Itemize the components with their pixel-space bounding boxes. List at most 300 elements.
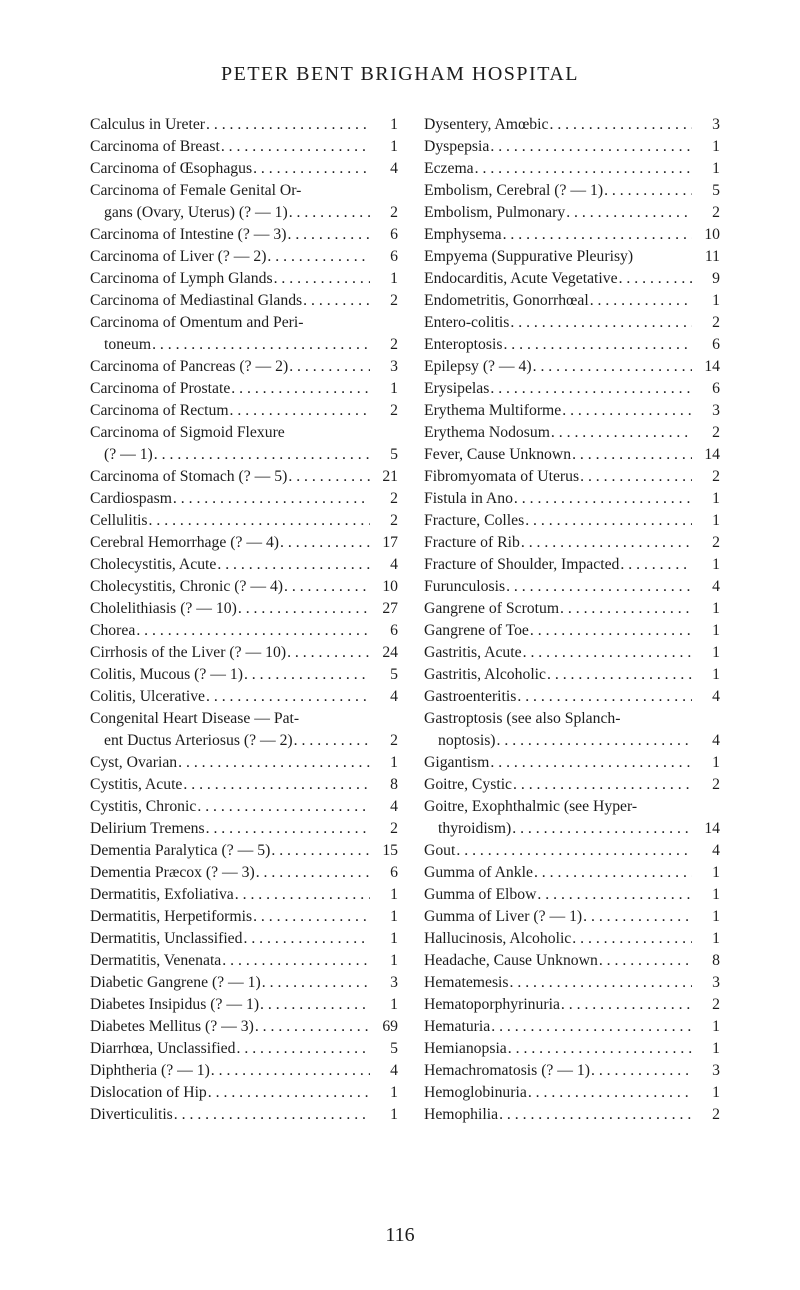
entry-count: 27 xyxy=(382,600,398,617)
dot-leader xyxy=(237,1038,371,1060)
dot-leader xyxy=(620,554,692,576)
entry-name: Gangrene of Toe xyxy=(424,622,529,639)
entry-name: Cyst, Ovarian xyxy=(90,754,178,771)
entry-count: 6 xyxy=(390,248,398,265)
entry-name: Diabetes Insipidus (? — 1) xyxy=(90,996,260,1013)
entry-count: 1 xyxy=(390,1106,398,1123)
dot-leader xyxy=(267,246,370,268)
entry-name: Furunculosis xyxy=(424,578,506,595)
index-entry xyxy=(424,774,720,796)
index-entry xyxy=(90,884,398,906)
entry-name: Erythema Multiforme xyxy=(424,402,562,419)
index-entry xyxy=(90,1104,398,1126)
index-entry xyxy=(90,972,398,994)
entry-count: 2 xyxy=(390,490,398,507)
entry-name: Embolism, Cerebral (? — 1) xyxy=(424,182,604,199)
dot-leader xyxy=(590,290,692,312)
entry-name: Cholecystitis, Acute xyxy=(90,556,217,573)
entry-name: Cholecystitis, Chronic (? — 4) xyxy=(90,578,284,595)
dot-leader xyxy=(287,642,370,664)
dot-leader xyxy=(534,862,692,884)
entry-name: Cardiospasm xyxy=(90,490,172,507)
entry-name: Gumma of Elbow xyxy=(424,886,537,903)
entry-count: 69 xyxy=(382,1018,398,1035)
dot-leader xyxy=(136,620,370,642)
index-entry xyxy=(90,444,398,466)
dot-leader xyxy=(222,950,370,972)
entry-count: 2 xyxy=(712,314,720,331)
entry-count: 17 xyxy=(382,534,398,551)
dot-leader xyxy=(152,334,370,356)
index-entry xyxy=(424,972,720,994)
entry-count: 11 xyxy=(704,248,720,265)
index-entry xyxy=(90,114,398,136)
entry-name: Erysipelas xyxy=(424,380,490,397)
index-entry xyxy=(90,796,398,818)
entry-count: 4 xyxy=(390,556,398,573)
index-entry xyxy=(90,664,398,686)
index-entry xyxy=(424,356,720,378)
entry-name: Dislocation of Hip xyxy=(90,1084,207,1101)
entry-count: 24 xyxy=(382,644,398,661)
entry-count: 2 xyxy=(712,1106,720,1123)
dot-leader xyxy=(211,1060,370,1082)
index-entry xyxy=(424,884,720,906)
entry-name: Enteroptosis xyxy=(424,336,503,353)
dot-leader xyxy=(503,224,692,246)
entry-name: Colitis, Ulcerative xyxy=(90,688,206,705)
index-entry xyxy=(90,290,398,312)
index-entry xyxy=(424,950,720,972)
index-entry xyxy=(90,928,398,950)
page-header: PETER BENT BRIGHAM HOSPITAL xyxy=(221,63,579,85)
index-entry xyxy=(424,620,720,642)
index-entry xyxy=(424,488,720,510)
index-entry xyxy=(90,466,398,488)
entry-name: Calculus in Ureter xyxy=(90,116,206,133)
index-entry xyxy=(424,202,720,224)
index-entry xyxy=(90,752,398,774)
index-entry xyxy=(424,818,720,840)
entry-name: Diarrhœa, Unclassified xyxy=(90,1040,236,1057)
index-entry xyxy=(90,1038,398,1060)
dot-leader xyxy=(206,818,370,840)
entry-name: Embolism, Pulmonary xyxy=(424,204,566,221)
entry-count: 1 xyxy=(712,138,720,155)
dot-leader xyxy=(288,466,370,488)
index-entry xyxy=(424,928,720,950)
index-entry xyxy=(424,598,720,620)
dot-leader xyxy=(271,840,370,862)
entry-count: 2 xyxy=(712,204,720,221)
page-number: 116 xyxy=(385,1224,415,1246)
dot-leader xyxy=(491,1016,692,1038)
index-entry xyxy=(424,532,720,554)
right-column xyxy=(424,114,720,1126)
dot-leader xyxy=(549,114,692,136)
dot-leader xyxy=(528,1082,692,1104)
entry-name: Entero-colitis xyxy=(424,314,510,331)
index-entry xyxy=(424,862,720,884)
entry-name: Endocarditis, Acute Vegetative xyxy=(424,270,618,287)
entry-name: Fracture of Shoulder, Impacted xyxy=(424,556,620,573)
entry-name: Fracture of Rib xyxy=(424,534,520,551)
entry-count: 1 xyxy=(712,1040,720,1057)
dot-leader xyxy=(537,884,692,906)
index-entry xyxy=(424,730,720,752)
entry-name: Fistula in Ano xyxy=(424,490,513,507)
entry-name: Dermatitis, Exfoliativa xyxy=(90,886,234,903)
entry-count: 1 xyxy=(390,270,398,287)
entry-name: Gastroptosis (see also Splanch- xyxy=(424,710,621,727)
index-entry xyxy=(424,686,720,708)
dot-leader xyxy=(547,664,692,686)
dot-leader xyxy=(583,906,692,928)
dot-leader xyxy=(490,752,692,774)
dot-leader xyxy=(221,136,370,158)
index-entry xyxy=(424,444,720,466)
dot-leader xyxy=(572,444,692,466)
entry-count: 2 xyxy=(390,336,398,353)
dot-leader xyxy=(174,1104,370,1126)
entry-count: 2 xyxy=(712,534,720,551)
dot-leader xyxy=(510,972,692,994)
entry-name: Dermatitis, Venenata xyxy=(90,952,222,969)
entry-count: 2 xyxy=(390,820,398,837)
entry-count: 6 xyxy=(390,622,398,639)
dot-leader xyxy=(255,1016,370,1038)
entry-name: Hemianopsia xyxy=(424,1040,507,1057)
entry-name: Carcinoma of Rectum xyxy=(90,402,229,419)
entry-count: 21 xyxy=(382,468,398,485)
index-entry xyxy=(90,994,398,1016)
index-entry xyxy=(90,312,398,334)
entry-name: Carcinoma of Œsophagus xyxy=(90,160,253,177)
entry-count: 4 xyxy=(390,1062,398,1079)
entry-count: 2 xyxy=(390,292,398,309)
dot-leader xyxy=(591,1060,692,1082)
entry-count: 1 xyxy=(390,138,398,155)
entry-name: Diabetic Gangrene (? — 1) xyxy=(90,974,261,991)
entry-name: Fibromyomata of Uterus xyxy=(424,468,580,485)
index-entry xyxy=(424,840,720,862)
index-entry xyxy=(90,268,398,290)
dot-leader xyxy=(230,400,370,422)
entry-name: Dysentery, Amœbic xyxy=(424,116,549,133)
dot-leader xyxy=(497,730,692,752)
entry-count: 6 xyxy=(712,336,720,353)
entry-count: 1 xyxy=(712,644,720,661)
entry-count: 2 xyxy=(712,776,720,793)
entry-count: 3 xyxy=(712,974,720,991)
entry-count: 10 xyxy=(382,578,398,595)
entry-count: 4 xyxy=(712,688,720,705)
dot-leader xyxy=(303,290,370,312)
entry-name: Carcinoma of Lymph Glands xyxy=(90,270,273,287)
dot-leader xyxy=(512,818,692,840)
index-entry xyxy=(424,290,720,312)
dot-leader xyxy=(289,356,370,378)
dot-leader xyxy=(456,840,692,862)
entry-name: Carcinoma of Liver (? — 2) xyxy=(90,248,267,265)
entry-name: thyroidism) xyxy=(438,820,512,837)
entry-count: 1 xyxy=(712,556,720,573)
index-entry xyxy=(90,1082,398,1104)
entry-name: Carcinoma of Sigmoid Flexure xyxy=(90,424,285,441)
dot-leader xyxy=(510,312,692,334)
entry-count: 4 xyxy=(390,688,398,705)
dot-leader xyxy=(253,906,370,928)
index-entry xyxy=(424,994,720,1016)
entry-name: Cystitis, Chronic xyxy=(90,798,197,815)
dot-leader xyxy=(244,664,370,686)
entry-name: Dermatitis, Herpetiformis xyxy=(90,908,253,925)
left-column xyxy=(90,114,398,1126)
entry-name: Gastritis, Alcoholic xyxy=(424,666,546,683)
dot-leader xyxy=(566,202,692,224)
entry-name: gans (Ovary, Uterus) (? — 1) xyxy=(104,204,288,221)
dot-leader xyxy=(530,620,692,642)
dot-leader xyxy=(551,422,692,444)
entry-count: 1 xyxy=(712,600,720,617)
dot-leader xyxy=(284,576,370,598)
entry-count: 4 xyxy=(390,798,398,815)
index-entry xyxy=(90,202,398,224)
dot-leader xyxy=(521,532,692,554)
entry-name: Cirrhosis of the Liver (? — 10) xyxy=(90,644,287,661)
entry-count: 8 xyxy=(390,776,398,793)
entry-count: 2 xyxy=(712,996,720,1013)
index-entry xyxy=(90,488,398,510)
index-entry xyxy=(424,268,720,290)
index-entry xyxy=(90,532,398,554)
index-entry xyxy=(424,246,720,268)
dot-leader xyxy=(475,158,692,180)
dot-leader xyxy=(503,334,692,356)
index-entry xyxy=(424,378,720,400)
entry-name: Emphysema xyxy=(424,226,502,243)
dot-leader xyxy=(619,268,692,290)
index-entry xyxy=(90,598,398,620)
dot-leader xyxy=(208,1082,370,1104)
entry-name: Gout xyxy=(424,842,456,859)
entry-name: Carcinoma of Mediastinal Glands xyxy=(90,292,303,309)
entry-count: 1 xyxy=(712,1084,720,1101)
entry-count: 5 xyxy=(712,182,720,199)
dot-leader xyxy=(490,136,692,158)
entry-count: 5 xyxy=(390,1040,398,1057)
entry-name: toneum xyxy=(104,336,152,353)
entry-name: Delirium Tremens xyxy=(90,820,205,837)
entry-name: Gangrene of Scrotum xyxy=(424,600,560,617)
dot-leader xyxy=(533,356,692,378)
entry-count: 1 xyxy=(390,380,398,397)
index-entry xyxy=(90,620,398,642)
dot-leader xyxy=(490,378,692,400)
index-entry xyxy=(424,510,720,532)
dot-leader xyxy=(287,224,370,246)
entry-count: 1 xyxy=(390,952,398,969)
dot-leader xyxy=(183,774,370,796)
entry-name: Dyspepsia xyxy=(424,138,490,155)
index-entry xyxy=(90,1060,398,1082)
entry-count: 1 xyxy=(390,886,398,903)
entry-name: Carcinoma of Pancreas (? — 2) xyxy=(90,358,289,375)
entry-count: 8 xyxy=(712,952,720,969)
dot-leader xyxy=(517,686,692,708)
index-entry xyxy=(90,334,398,356)
entry-count: 14 xyxy=(704,358,720,375)
entry-name: Hallucinosis, Alcoholic xyxy=(424,930,572,947)
entry-name: Hemoglobinuria xyxy=(424,1084,527,1101)
index-entry xyxy=(90,686,398,708)
entry-name: Fever, Cause Unknown xyxy=(424,446,572,463)
entry-count: 6 xyxy=(390,864,398,881)
entry-count: 9 xyxy=(712,270,720,287)
entry-name: Gumma of Liver (? — 1) xyxy=(424,908,583,925)
entry-name: ent Ductus Arteriosus (? — 2) xyxy=(104,732,293,749)
entry-name: Headache, Cause Unknown xyxy=(424,952,598,969)
index-entry xyxy=(90,422,398,444)
entry-name: Epilepsy (? — 4) xyxy=(424,358,532,375)
index-entry xyxy=(424,752,720,774)
index-entry xyxy=(424,334,720,356)
index-entry xyxy=(90,400,398,422)
entry-count: 1 xyxy=(390,908,398,925)
entry-count: 3 xyxy=(390,358,398,375)
entry-name: Dementia Præcox (? — 3) xyxy=(90,864,255,881)
entry-name: Hematuria xyxy=(424,1018,491,1035)
entry-name: Carcinoma of Stomach (? — 5) xyxy=(90,468,288,485)
dot-leader xyxy=(173,488,370,510)
entry-name: Chorea xyxy=(90,622,136,639)
dot-leader xyxy=(599,950,692,972)
entry-count: 1 xyxy=(712,864,720,881)
entry-count: 3 xyxy=(712,1062,720,1079)
dot-leader xyxy=(235,884,370,906)
index-entry xyxy=(90,224,398,246)
index-entry xyxy=(90,708,398,730)
entry-count: 14 xyxy=(704,446,720,463)
index-entry xyxy=(90,510,398,532)
index-entry xyxy=(424,708,720,730)
entry-count: 1 xyxy=(712,666,720,683)
entry-name: Cellulitis xyxy=(90,512,148,529)
index-entry xyxy=(424,664,720,686)
entry-count: 4 xyxy=(712,842,720,859)
entry-name: Fracture, Colles xyxy=(424,512,525,529)
entry-name: Goitre, Cystic xyxy=(424,776,513,793)
entry-count: 1 xyxy=(712,622,720,639)
entry-count: 1 xyxy=(712,754,720,771)
entry-name: Carcinoma of Breast xyxy=(90,138,220,155)
dot-leader xyxy=(514,488,692,510)
dot-leader xyxy=(217,554,370,576)
entry-name: Carcinoma of Prostate xyxy=(90,380,231,397)
entry-count: 1 xyxy=(390,116,398,133)
entry-name: Gastroenteritis xyxy=(424,688,517,705)
entry-name: Endometritis, Gonorrhœal xyxy=(424,292,589,309)
dot-leader xyxy=(243,928,370,950)
index-entry xyxy=(90,950,398,972)
entry-count: 1 xyxy=(712,160,720,177)
entry-count: 2 xyxy=(712,424,720,441)
entry-name: Gumma of Ankle xyxy=(424,864,533,881)
index-entry xyxy=(424,180,720,202)
dot-leader xyxy=(572,928,692,950)
index-entry xyxy=(424,1016,720,1038)
dot-leader xyxy=(253,158,370,180)
dot-leader xyxy=(280,532,370,554)
entry-count: 5 xyxy=(390,446,398,463)
entry-count: 4 xyxy=(712,578,720,595)
index-entry xyxy=(90,356,398,378)
index-entry xyxy=(424,1104,720,1126)
entry-count: 1 xyxy=(712,1018,720,1035)
entry-name: Cerebral Hemorrhage (? — 4) xyxy=(90,534,280,551)
dot-leader xyxy=(604,180,692,202)
entry-name: Empyema (Suppurative Pleurisy) xyxy=(424,248,634,265)
dot-leader xyxy=(206,114,370,136)
entry-name: Hematemesis xyxy=(424,974,509,991)
index-entry xyxy=(424,400,720,422)
entry-count: 14 xyxy=(704,820,720,837)
entry-count: 2 xyxy=(390,204,398,221)
dot-leader xyxy=(206,686,370,708)
index-entry xyxy=(424,1082,720,1104)
dot-leader xyxy=(289,202,370,224)
entry-name: Eczema xyxy=(424,160,474,177)
dot-leader xyxy=(274,268,370,290)
entry-count: 1 xyxy=(712,512,720,529)
index-entry xyxy=(90,840,398,862)
entry-count: 2 xyxy=(712,468,720,485)
entry-count: 1 xyxy=(390,930,398,947)
entry-count: 1 xyxy=(712,886,720,903)
entry-name: Dermatitis, Unclassified xyxy=(90,930,243,947)
dot-leader xyxy=(149,510,370,532)
entry-count: 1 xyxy=(712,908,720,925)
index-entry xyxy=(424,466,720,488)
index-entry xyxy=(424,576,720,598)
entry-count: 1 xyxy=(390,996,398,1013)
dot-leader xyxy=(513,774,692,796)
index-entry xyxy=(424,224,720,246)
dot-leader xyxy=(154,444,370,466)
index-entry xyxy=(424,1060,720,1082)
dot-leader xyxy=(294,730,370,752)
entry-name: Carcinoma of Intestine (? — 3) xyxy=(90,226,287,243)
entry-name: Diverticulitis xyxy=(90,1106,173,1123)
entry-name: Carcinoma of Female Genital Or- xyxy=(90,182,302,199)
index-entry xyxy=(90,906,398,928)
entry-count: 1 xyxy=(390,1084,398,1101)
dot-leader xyxy=(562,400,692,422)
index-entry xyxy=(90,576,398,598)
index-entry xyxy=(90,862,398,884)
entry-name: Dementia Paralytica (? — 5) xyxy=(90,842,271,859)
index-entry xyxy=(424,312,720,334)
entry-name: (? — 1) xyxy=(104,446,153,463)
dot-leader xyxy=(561,994,692,1016)
index-entry xyxy=(90,180,398,202)
entry-count: 2 xyxy=(390,512,398,529)
dot-leader xyxy=(197,796,370,818)
entry-count: 2 xyxy=(390,732,398,749)
dot-leader xyxy=(508,1038,692,1060)
entry-count: 2 xyxy=(390,402,398,419)
dot-leader xyxy=(231,378,370,400)
